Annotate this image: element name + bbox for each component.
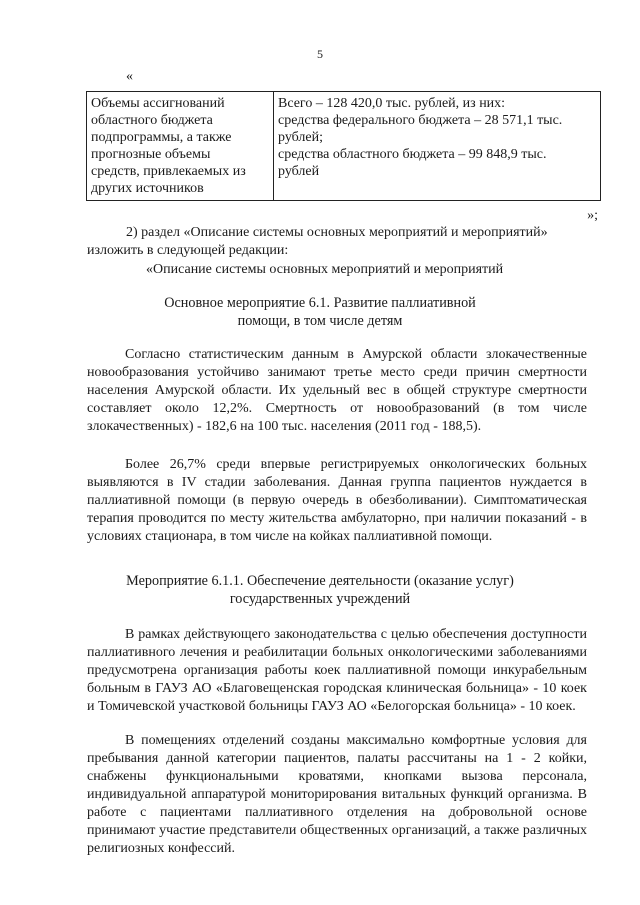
label-line: прогнозные объемы — [91, 147, 211, 162]
table-row — [87, 92, 601, 201]
paragraph-oncology-patients: Более 26,7% среди впервые регистрируемых онкологических больных выявляются в IV стадии заболевания. Данная группа пациентов нуждается в паллиативной помощи (в первую очередь в обезболивании). Симптоматическая терапия проводится по месту жительства амбулаторно, при наличии показаний - в условиях стационара, в том числе на койках паллиативной помощи. — [87, 457, 587, 544]
value-line: Всего – 128 420,0 тыс. рублей, из них: — [278, 96, 506, 111]
section2-line2: изложить в следующей редакции: — [87, 243, 289, 258]
value-line: рублей — [278, 164, 320, 179]
heading-line: помощи, в том числе детям — [237, 313, 403, 329]
funding-label-cell — [87, 92, 274, 201]
value-line: средства федерального бюджета – 28 571,1 тыс. — [278, 113, 563, 128]
page-number: 5 — [317, 47, 323, 61]
label-line: других источников — [91, 181, 204, 196]
heading-6-1 — [60, 294, 580, 330]
quote-close-mark: »; — [587, 208, 598, 223]
value-line: рублей; — [278, 130, 323, 145]
section2-line1: 2) раздел «Описание системы основных мероприятий и мероприятий» — [126, 225, 548, 240]
paragraph-department-conditions: В помещениях отделений созданы максимально комфортные условия для пребывания данной категории пациентов, палаты рассчитаны на 1 - 2 койки, снабжены функциональными кроватями, кнопками вызова персонала, индивидуальной аппаратурой мониторирования витальных функций организма. В работе с пациентами паллиативного отделения на добровольной основе принимают участие представители общественных организаций, а также различных религиозных конфессий. — [87, 733, 587, 856]
funding-value-cell — [274, 92, 601, 201]
paragraph-statistics: Согласно статистическим данным в Амурской области злокачественные новообразования устойчиво занимают третье место среди причин смертности населения Амурской области. Их удельный вес в общей структуре смертности составляет около 12,2%. Смертность от новообразований (в том числе злокачественных) - 182,6 на 100 тыс. населения (2011 год - 188,5). — [87, 347, 587, 434]
paragraph-palliative-beds: В рамках действующего законодательства с целью обеспечения доступности паллиативного лечения и реабилитации больных онкологическими заболеваниями предусмотрена организация работы коек паллиативной помощи инкурабельным больным в ГАУЗ АО «Благовещенская городская клиническая больница» - 10 коек и Томичевской участковой больницы ГАУЗ АО «Белогорская больница» - 10 коек. — [87, 627, 587, 714]
label-line: средств, привлекаемых из — [91, 164, 246, 179]
heading-line: государственных учреждений — [229, 591, 411, 607]
label-line: Объемы ассигнований — [91, 96, 225, 111]
label-line: областного бюджета — [91, 113, 213, 128]
heading-line: Мероприятие 6.1.1. Обеспечение деятельности (оказание услуг) — [126, 573, 514, 589]
value-line: средства областного бюджета – 99 848,9 тыс. — [278, 147, 547, 162]
quote-open-mark: « — [126, 69, 133, 84]
label-line: подпрограммы, а также — [91, 130, 232, 145]
heading-6-1-1 — [60, 572, 580, 608]
heading-line: Основное мероприятие 6.1. Развитие паллиативной — [164, 295, 476, 311]
funding-table — [86, 91, 601, 201]
section2-line3: «Описание системы основных мероприятий и мероприятий — [146, 262, 504, 277]
